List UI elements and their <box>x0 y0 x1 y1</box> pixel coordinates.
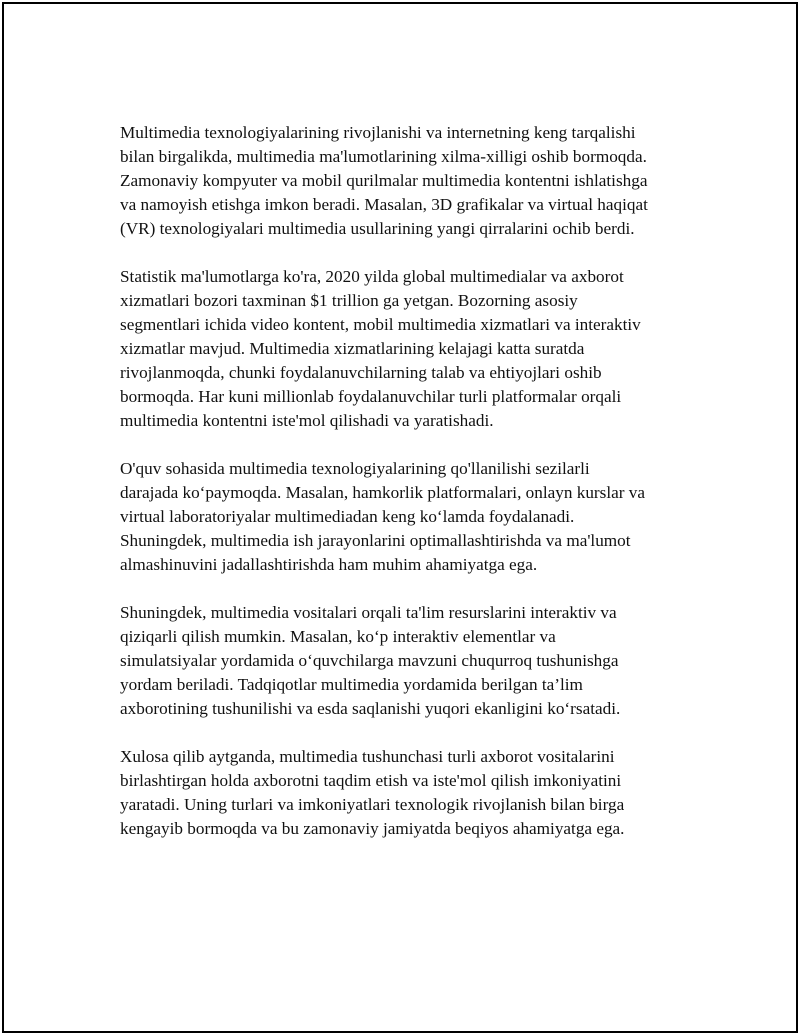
text-line: yaratadi. Uning turlari va imkoniyatlari texnologik rivojlanish bilan birga <box>120 795 625 814</box>
document-page <box>2 2 798 1033</box>
text-line: axborotining tushunilishi va esda saqlanishi yuqori ekanligini ko‘rsatadi. <box>120 699 621 718</box>
paragraph-3 <box>120 457 700 577</box>
text-line: qiziqarli qilish mumkin. Masalan, ko‘p interaktiv elementlar va <box>120 627 556 646</box>
text-line: virtual laboratoriyalar multimediadan keng ko‘lamda foydalanadi. <box>120 507 575 526</box>
text-line: multimedia kontentni iste'mol qilishadi va yaratishadi. <box>120 411 494 430</box>
text-line: segmentlari ichida video kontent, mobil multimedia xizmatlari va interaktiv <box>120 315 641 334</box>
text-line: Statistik ma'lumotlarga ko'ra, 2020 yilda global multimedialar va axborot <box>120 267 624 286</box>
text-line: va namoyish etishga imkon beradi. Masalan, 3D grafikalar va virtual haqiqat <box>120 195 648 214</box>
text-line: xizmatlari bozori taxminan $1 trillion ga yetgan. Bozorning asosiy <box>120 291 578 310</box>
text-line: Xulosa qilib aytganda, multimedia tushunchasi turli axborot vositalarini <box>120 747 615 766</box>
text-line: (VR) texnologiyalari multimedia usullarining yangi qirralarini ochib berdi. <box>120 219 635 238</box>
text-line: kengayib bormoqda va bu zamonaviy jamiyatda beqiyos ahamiyatga ega. <box>120 819 625 838</box>
text-line: O'quv sohasida multimedia texnologiyalarining qo'llanilishi sezilarli <box>120 459 590 478</box>
text-line: yordam beriladi. Tadqiqotlar multimedia yordamida berilgan ta’lim <box>120 675 583 694</box>
text-line: Multimedia texnologiyalarining rivojlanishi va internetning keng tarqalishi <box>120 123 636 142</box>
text-line: bormoqda. Har kuni millionlab foydalanuvchilar turli platformalar orqali <box>120 387 622 406</box>
paragraph-1 <box>120 121 700 241</box>
text-line: bilan birgalikda, multimedia ma'lumotlarining xilma-xilligi oshib bormoqda. <box>120 147 647 166</box>
paragraph-5 <box>120 745 700 841</box>
paragraph-4 <box>120 601 700 721</box>
text-line: rivojlanmoqda, chunki foydalanuvchilarning talab va ehtiyojlari oshib <box>120 363 602 382</box>
text-line: xizmatlar mavjud. Multimedia xizmatlarining kelajagi katta suratda <box>120 339 585 358</box>
text-line: Shuningdek, multimedia ish jarayonlarini optimallashtirishda va ma'lumot <box>120 531 631 550</box>
text-line: birlashtirgan holda axborotni taqdim etish va iste'mol qilish imkoniyatini <box>120 771 622 790</box>
document-body <box>120 121 700 865</box>
text-line: simulatsiyalar yordamida o‘quvchilarga mavzuni chuqurroq tushunishga <box>120 651 619 670</box>
paragraph-2 <box>120 265 700 433</box>
text-line: Zamonaviy kompyuter va mobil qurilmalar multimedia kontentni ishlatishga <box>120 171 648 190</box>
text-line: almashinuvini jadallashtirishda ham muhim ahamiyatga ega. <box>120 555 538 574</box>
text-line: darajada ko‘paymoqda. Masalan, hamkorlik platformalari, onlayn kurslar va <box>120 483 645 502</box>
text-line: Shuningdek, multimedia vositalari orqali ta'lim resurslarini interaktiv va <box>120 603 617 622</box>
